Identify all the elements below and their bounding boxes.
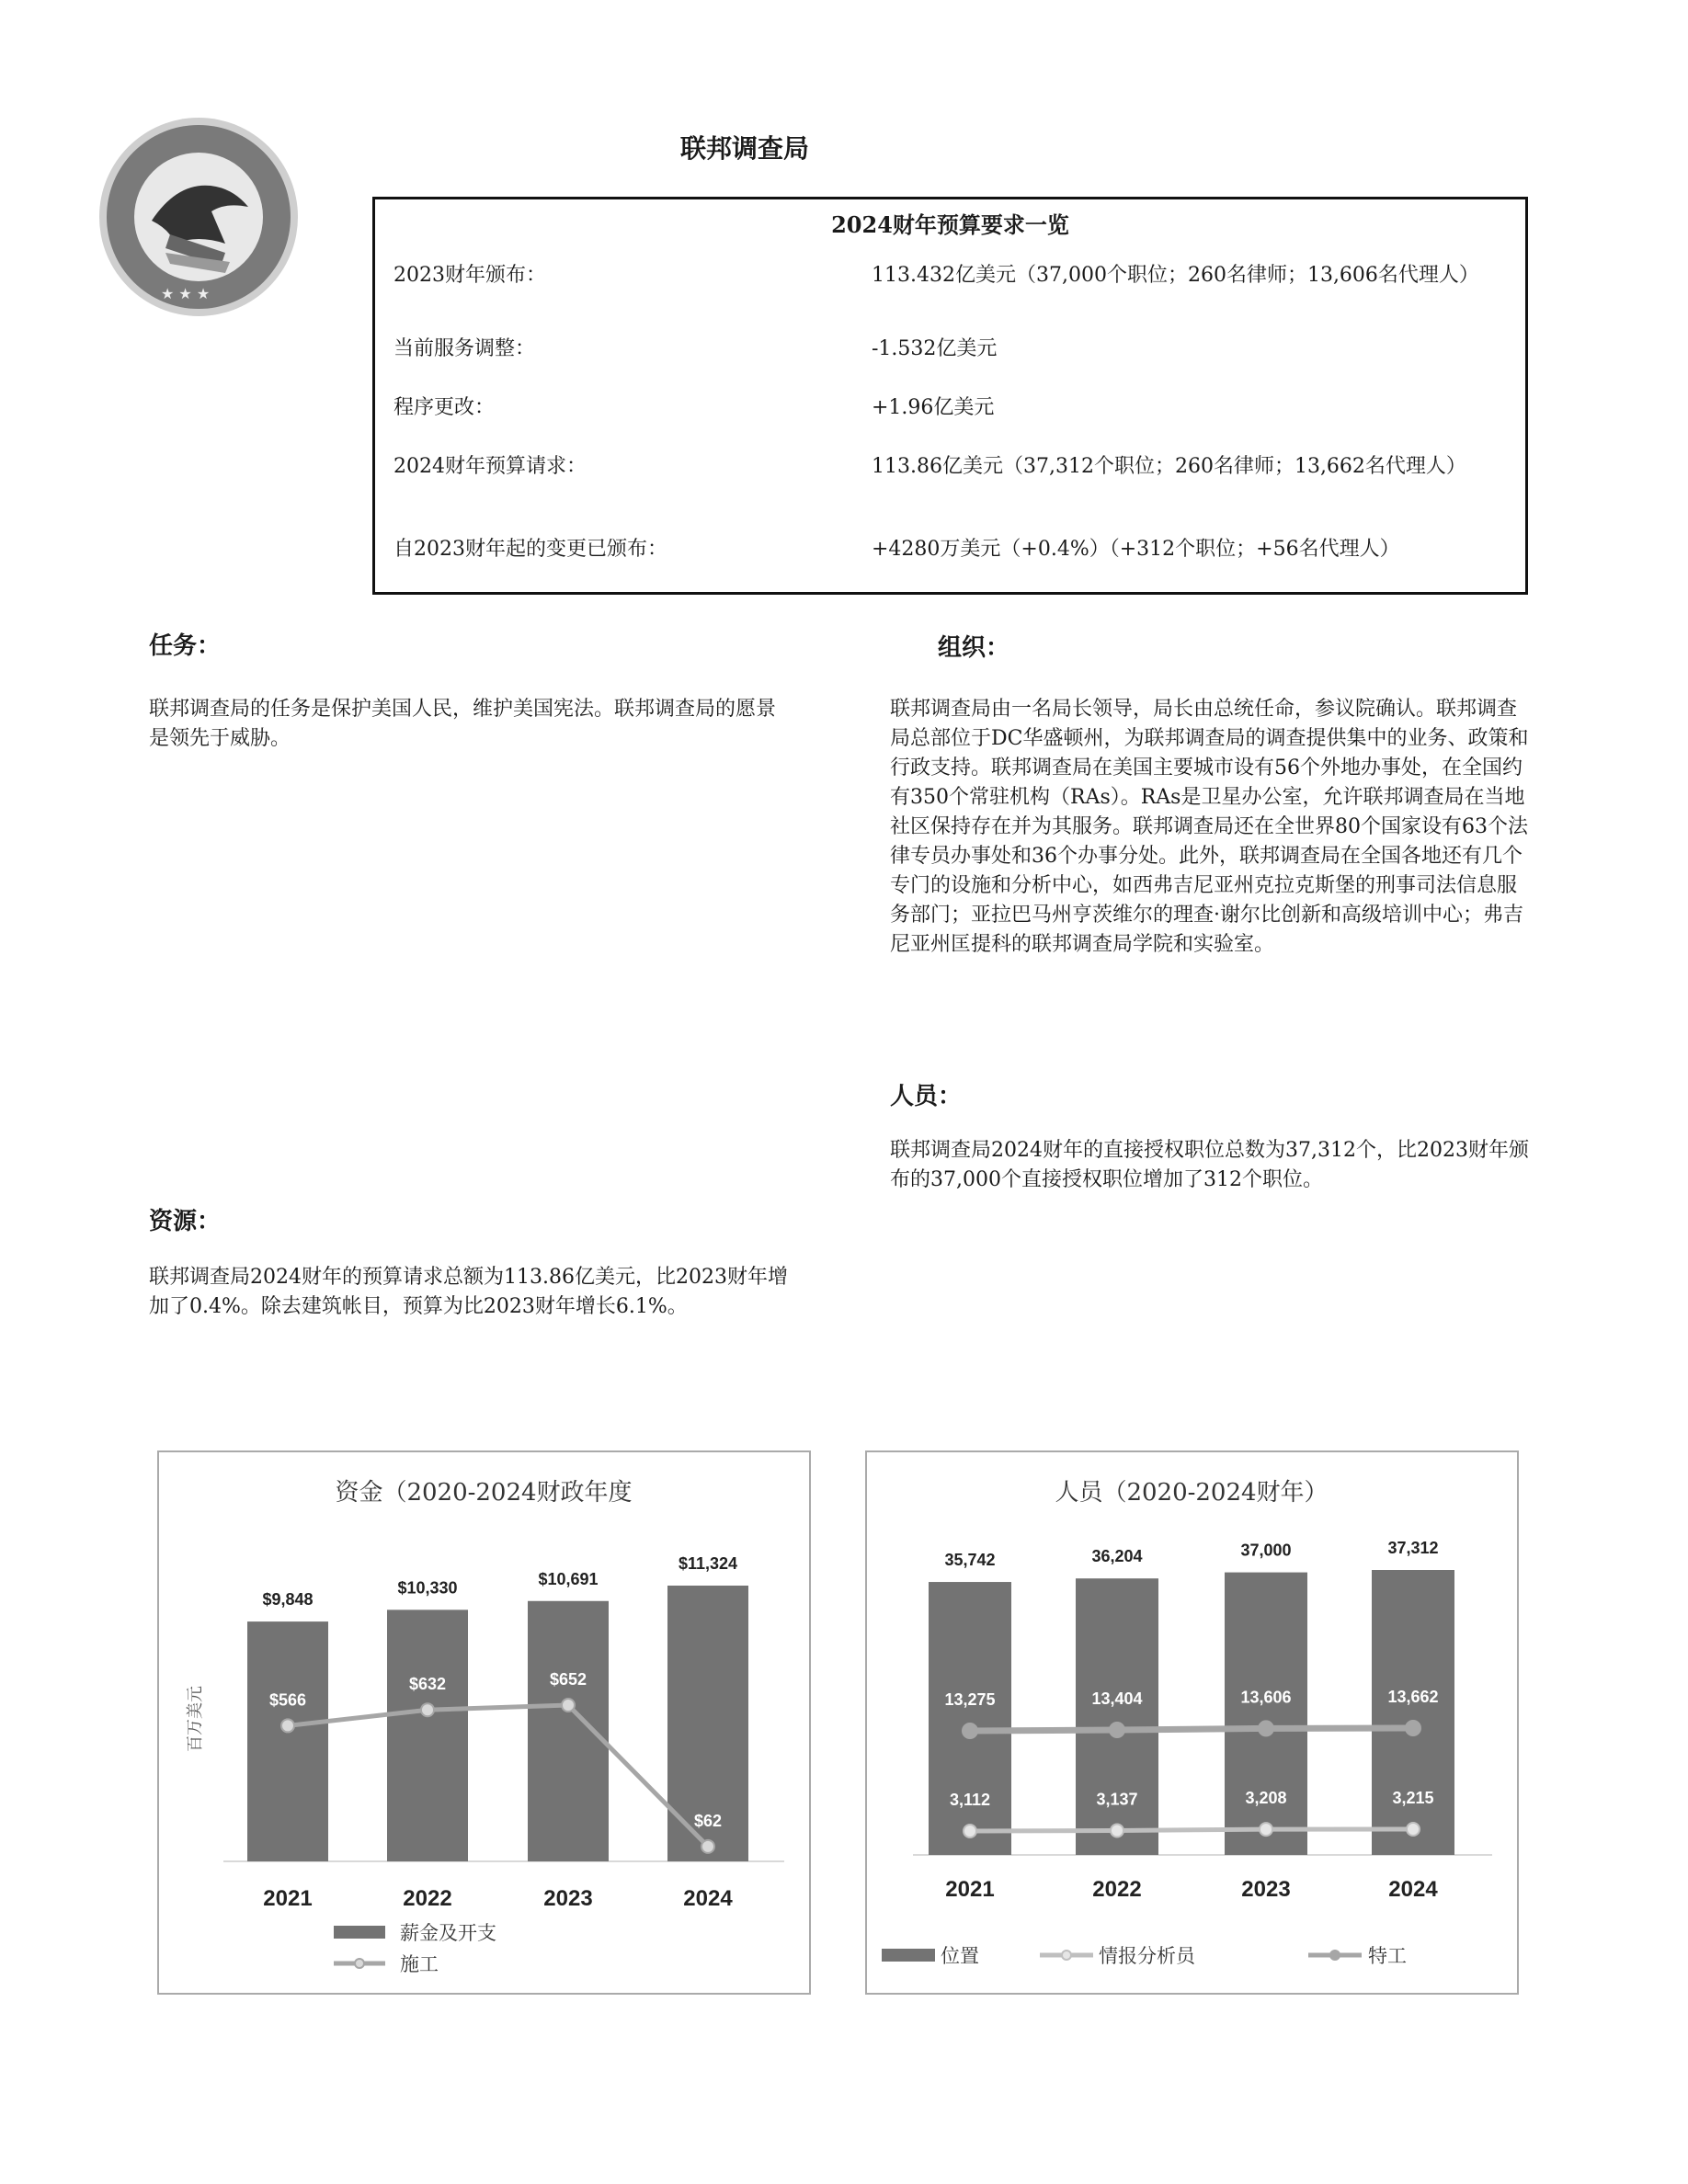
bar-label-salaries-2021: $9,848: [262, 1590, 314, 1610]
personnel-chart: [867, 1452, 1517, 1993]
summary-row-label: 程序更改：: [393, 396, 496, 419]
summary-row-value: -1.532亿美元: [872, 337, 998, 360]
x-tick-2024: 2024: [683, 1886, 733, 1911]
line-construction: [288, 1705, 708, 1847]
point-label-analysts-2024: 3,215: [1392, 1789, 1434, 1807]
point-construction-2021: [281, 1719, 294, 1732]
point-label-agents-2021: 13,275: [944, 1690, 996, 1709]
personnel-chart-panel: [865, 1450, 1519, 1995]
line-analysts: [970, 1829, 1413, 1831]
summary-title: 2024财年预算要求一览: [831, 211, 1069, 238]
summary-row-value: +1.96亿美元: [872, 396, 995, 419]
legend-label-agents: 特工: [1368, 1945, 1407, 1967]
mission-heading: 任务：: [149, 632, 222, 660]
bar-label-positions-2022: 36,204: [1091, 1547, 1143, 1566]
legend-marker-agents: [1329, 1950, 1340, 1961]
summary-row-label: 2024财年预算请求：: [393, 455, 587, 478]
legend-marker-analysts: [1062, 1951, 1071, 1960]
point-analysts-2023: [1260, 1823, 1272, 1836]
point-label-analysts-2023: 3,208: [1245, 1789, 1287, 1808]
point-label-agents-2024: 13,662: [1387, 1688, 1439, 1706]
legend-label-salaries: 薪金及开支: [400, 1922, 496, 1944]
point-label-agents-2023: 13,606: [1240, 1688, 1292, 1707]
point-label-analysts-2021: 3,112: [949, 1791, 991, 1809]
department-of-justice-seal: [97, 115, 301, 319]
funding-chart: [159, 1452, 809, 1993]
bar-label-salaries-2022: $10,330: [397, 1578, 458, 1598]
point-label-agents-2022: 13,404: [1091, 1689, 1143, 1708]
point-label-analysts-2022: 3,137: [1096, 1790, 1138, 1809]
point-agents-2023: [1259, 1721, 1273, 1735]
bar-positions-2022: [1076, 1578, 1158, 1855]
point-construction-2024: [701, 1840, 714, 1853]
bar-positions-2024: [1372, 1570, 1454, 1855]
point-construction-2023: [562, 1699, 575, 1712]
x-tick-2023: 2023: [543, 1886, 593, 1911]
legend-swatch-positions: [882, 1949, 935, 1962]
bar-positions-2023: [1225, 1573, 1307, 1855]
point-agents-2022: [1110, 1723, 1124, 1737]
x-tick-2021: 2021: [263, 1886, 313, 1911]
line-agents: [970, 1728, 1413, 1731]
bar-salaries-2021: [247, 1621, 328, 1861]
personnel-text: 联邦调查局2024财年的直接授权职位总数为37,312个，比2023财年颁布的37,000个直接授权职位增加了312个职位。: [890, 1139, 1529, 1191]
personnel-heading: 人员：: [890, 1083, 963, 1110]
legend-marker-construction: [355, 1959, 364, 1968]
bar-label-positions-2023: 37,000: [1240, 1541, 1292, 1560]
point-analysts-2022: [1111, 1825, 1123, 1837]
funding-chart-panel: [157, 1450, 811, 1995]
organization-heading: 组织：: [938, 634, 1010, 662]
chart-title: 人员（2020-2024财年）: [1055, 1479, 1329, 1507]
summary-row-label: 当前服务调整：: [393, 337, 536, 360]
resources-heading: 资源：: [149, 1208, 222, 1235]
point-label-construction-2023: $652: [549, 1670, 587, 1689]
bar-salaries-2022: [387, 1610, 468, 1861]
x-tick-2022: 2022: [1092, 1877, 1142, 1902]
summary-row-label: 自2023财年起的变更已颁布：: [393, 538, 667, 561]
x-tick-2023: 2023: [1241, 1877, 1291, 1902]
y-axis-label: 百万美元: [186, 1686, 205, 1752]
legend-swatch-salaries: [334, 1926, 385, 1939]
bar-label-positions-2024: 37,312: [1387, 1539, 1439, 1557]
point-construction-2022: [421, 1703, 434, 1716]
point-agents-2024: [1406, 1721, 1420, 1735]
chart-title: 资金（2020-2024财政年度: [335, 1479, 633, 1507]
summary-row-value: 113.432亿美元（37,000个职位；260名律师；13,606名代理人）: [872, 264, 1479, 287]
point-label-construction-2022: $632: [408, 1675, 447, 1694]
mission-text: 联邦调查局的任务是保护美国人民，维护美国宪法。联邦调查局的愿景是领先于威胁。: [149, 698, 777, 750]
bar-label-salaries-2023: $10,691: [538, 1569, 599, 1588]
summary-row-label: 2023财年颁布：: [393, 264, 546, 287]
budget-summary-box: [372, 197, 1528, 595]
summary-row-value: 113.86亿美元（37,312个职位；260名律师；13,662名代理人）: [872, 455, 1466, 478]
legend-label-construction: 施工: [400, 1953, 439, 1975]
svg-text:★ ★ ★: ★ ★ ★: [161, 285, 211, 302]
point-label-construction-2024: $62: [693, 1811, 723, 1830]
point-analysts-2024: [1407, 1823, 1420, 1836]
point-analysts-2021: [964, 1825, 976, 1837]
point-agents-2021: [963, 1723, 977, 1738]
agency-title: 联邦调查局: [680, 133, 810, 164]
resources-text: 联邦调查局2024财年的预算请求总额为113.86亿美元，比2023财年增加了0.4%。除去建筑帐目，预算为比2023财年增长6.1%。: [149, 1266, 788, 1318]
x-tick-2021: 2021: [945, 1877, 995, 1902]
x-tick-2024: 2024: [1388, 1877, 1438, 1902]
legend-label-positions: 位置: [941, 1945, 979, 1967]
x-tick-2022: 2022: [403, 1886, 452, 1911]
bar-label-salaries-2024: $11,324: [678, 1554, 738, 1573]
bar-positions-2021: [929, 1582, 1011, 1855]
legend-label-analysts: 情报分析员: [1099, 1945, 1195, 1967]
bar-label-positions-2021: 35,742: [944, 1551, 996, 1570]
organization-text: 联邦调查局由一名局长领导，局长由总统任命，参议院确认。联邦调查局总部位于DC华盛顿州，为联邦调查局的调查提供集中的业务、政策和行政支持。联邦调查局在美国主要城市设有56个外地办事处，在全国约有350个常驻机构（RAs）。RAs是卫星办公室，允许联邦调查局在当地社区保持存在并为其服务。联邦调查局还在全世界80个国家设有63个法律专员办事处和36个办事分处。此外，联邦调查局在全国各地还有几个专门的设施和分析中心，如西弗吉尼亚州克拉克斯堡的刑事司法信息服务部门；亚拉巴马州亨茨维尔的理查·谢尔比创新和高级培训中心；弗吉尼亚州匡提科的联邦调查局学院和实验室。: [890, 698, 1529, 956]
point-label-construction-2021: $566: [268, 1690, 307, 1710]
summary-row-value: +4280万美元（+0.4%）（+312个职位；+56名代理人）: [872, 538, 1400, 561]
